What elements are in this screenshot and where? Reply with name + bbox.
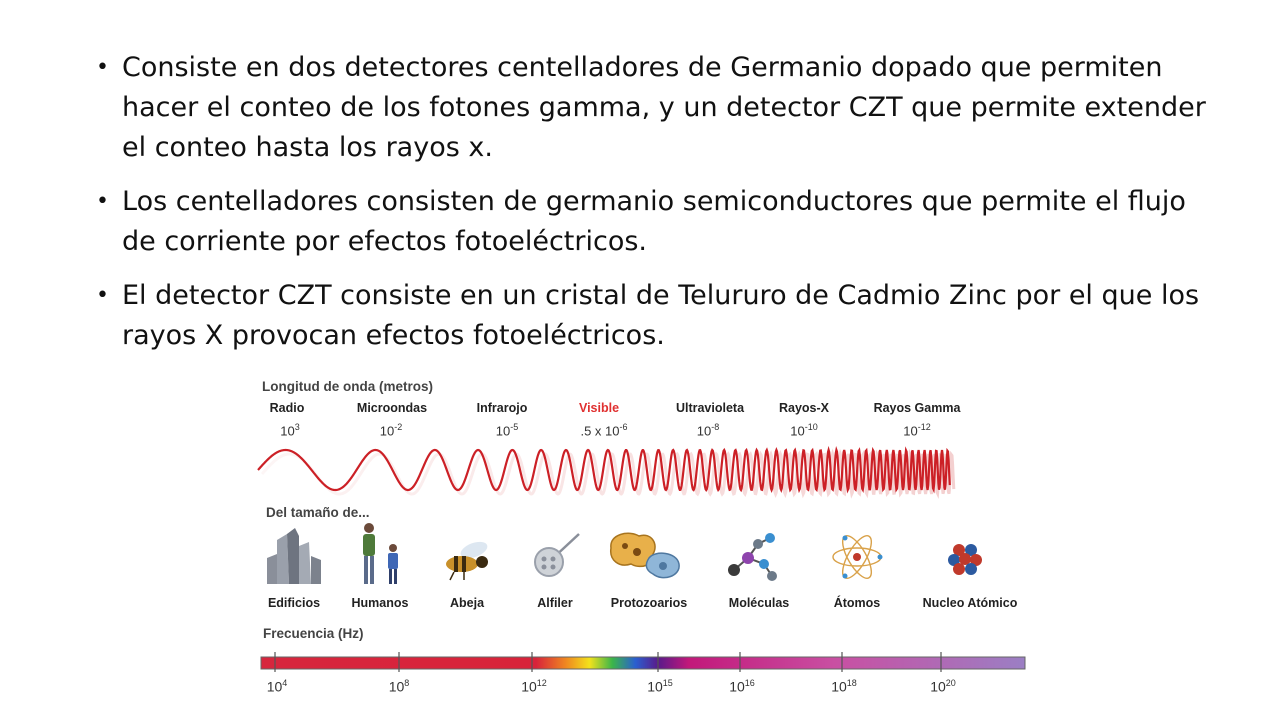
band-label-visible: Visible: [578, 401, 620, 415]
humans-icon: [353, 522, 407, 591]
bullet-text-3: El detector CZT consiste en un cristal de Telururo de Cadmio Zinc por el que los rayos X provocan efectos fotoeléctricos.: [122, 280, 1200, 351]
band-label-infrarojo: Infrarojo: [476, 401, 528, 415]
freq-label-2: $10^8$: [388, 678, 410, 695]
bullet-item-3: [96, 276, 1216, 356]
band-label-microondas: Microondas: [356, 401, 428, 415]
freq-label-4: $10^{15}$: [647, 678, 673, 695]
electromagnetic-wave: [250, 440, 1040, 500]
band-label-rayos-gamma: Rayos Gamma: [873, 401, 961, 415]
bee-icon: [440, 538, 500, 587]
protozoa-icon: [605, 528, 685, 589]
molecule-icon: [722, 530, 778, 587]
wavelength-value-visible: .5 x $10^{-6}$: [580, 422, 628, 439]
bullet-text-2: Los centelladores consisten de germanio semiconductores que permite el flujo de corriente por efectos fotoeléctricos.: [122, 186, 1186, 257]
wavelength-value-rayos-gamma: $10^{-12}$: [903, 422, 931, 439]
pin-icon: [529, 530, 583, 589]
bullet-dot: •: [96, 283, 109, 308]
buildings-icon: [263, 528, 325, 589]
bullet-dot: •: [96, 189, 109, 214]
object-label-abeja: Abeja: [449, 596, 485, 610]
spectrum-gradient: [261, 657, 1025, 669]
object-label-alfiler: Alfiler: [537, 596, 573, 610]
object-label-atomos: Átomos: [833, 596, 881, 610]
band-label-ultravioleta: Ultravioleta: [675, 401, 745, 415]
bullet-item-2: [96, 182, 1216, 262]
bullet-list: [96, 48, 1216, 370]
frequency-bar: [250, 648, 1040, 678]
wavelength-value-infrarojo: $10^{-5}$: [495, 422, 519, 439]
object-label-protozoarios: Protozoarios: [610, 596, 688, 610]
freq-label-7: $10^{20}$: [930, 678, 956, 695]
freq-label-6: $10^{18}$: [831, 678, 857, 695]
spectrum-diagram: [250, 370, 1040, 715]
nucleus-icon: [945, 538, 985, 583]
wavelength-value-radio: $10^3$: [280, 422, 300, 439]
freq-label-3: $10^{12}$: [521, 678, 547, 695]
frequency-title: Frecuencia (Hz): [263, 626, 364, 641]
atom-icon: [830, 532, 884, 587]
bullet-text-1: Consiste en dos detectores centelladores de Germanio dopado que permiten hacer el conteo de los fotones gamma, y un detector CZT que permite extender el conteo hasta los rayos x.: [122, 52, 1206, 163]
wavelength-value-rayos-x: $10^{-10}$: [790, 422, 818, 439]
wavelength-value-microondas: $10^{-2}$: [379, 422, 403, 439]
wavelength-title: Longitud de onda (metros): [262, 379, 433, 394]
size-title: Del tamaño de...: [266, 505, 370, 520]
band-label-rayos-x: Rayos-X: [778, 401, 830, 415]
wavelength-value-ultravioleta: $10^{-8}$: [696, 422, 720, 439]
band-label-radio: Radio: [269, 401, 305, 415]
bullet-item-1: [96, 48, 1216, 168]
freq-label-1: $10^4$: [266, 678, 288, 695]
object-label-moleculas: Moléculas: [728, 596, 790, 610]
object-label-humanos: Humanos: [351, 596, 409, 610]
bullet-dot: •: [96, 55, 109, 80]
object-label-edificios: Edificios: [267, 596, 321, 610]
object-label-nucleo-atomico: Nucleo Atómico: [922, 596, 1018, 610]
freq-label-5: $10^{16}$: [729, 678, 755, 695]
